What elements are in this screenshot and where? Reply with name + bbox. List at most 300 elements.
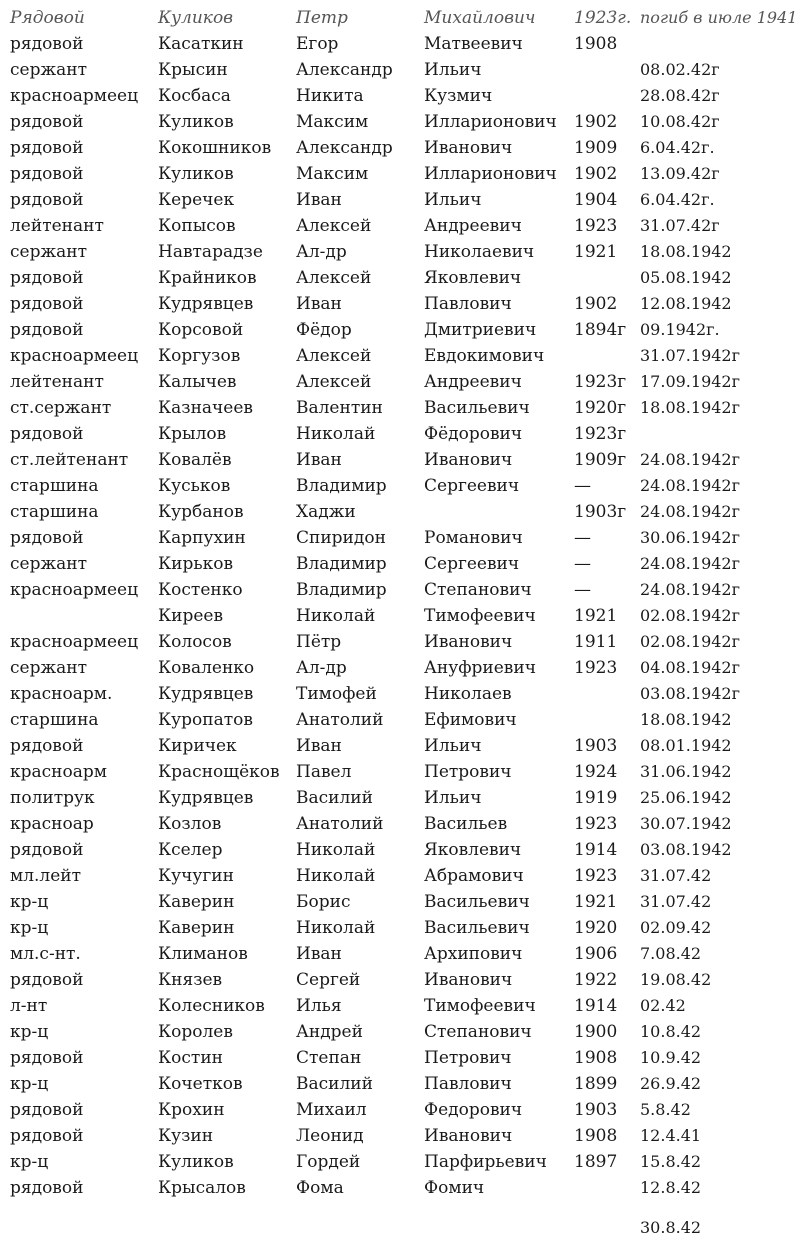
- entry-date: 10.9.42: [640, 1048, 702, 1067]
- entry-rank: рядовой: [10, 34, 84, 54]
- list-entry: [0, 240, 776, 264]
- entry-last-name: Каверин: [158, 918, 235, 938]
- list-entry: [0, 994, 776, 1018]
- entry-last-name: Киреев: [158, 606, 224, 626]
- entry-patronymic: Ильич: [424, 60, 482, 80]
- entry-date: 08.01.1942: [640, 736, 732, 755]
- list-entry: [0, 1046, 776, 1070]
- entry-date: 17.09.1942г: [640, 372, 740, 391]
- entry-birth-year: 1920г: [574, 398, 627, 418]
- entry-first-name: Анатолий: [296, 710, 384, 730]
- entry-first-name: Александр: [296, 60, 393, 80]
- entry-rank: лейтенант: [10, 216, 104, 236]
- entry-patronymic: Андреевич: [424, 372, 522, 392]
- entry-birth-year: 1914: [574, 840, 618, 860]
- entry-patronymic: Иванович: [424, 970, 513, 990]
- entry-date: 25.06.1942: [640, 788, 732, 807]
- entry-rank: рядовой: [10, 424, 84, 444]
- entry-patronymic: Парфирьевич: [424, 1152, 547, 1172]
- entry-last-name: Курбанов: [158, 502, 244, 522]
- entry-birth-year: 1908: [574, 1126, 618, 1146]
- entry-date: 03.08.1942: [640, 840, 732, 859]
- entry-patronymic: Ильич: [424, 736, 482, 756]
- entry-rank: рядовой: [10, 294, 84, 314]
- entry-date: 31.07.42: [640, 892, 712, 911]
- entry-last-name: Киричек: [158, 736, 237, 756]
- entry-date: 31.06.1942: [640, 762, 732, 781]
- entry-patronymic: Михайлович: [424, 8, 536, 28]
- list-entry: [0, 370, 776, 394]
- list-entry: [0, 968, 776, 992]
- entry-patronymic: Павлович: [424, 294, 512, 314]
- entry-first-name: Ал-др: [296, 242, 347, 262]
- entry-first-name: Алексей: [296, 268, 372, 288]
- list-entry: [0, 604, 776, 628]
- entry-patronymic: Петрович: [424, 762, 512, 782]
- entry-patronymic: Тимофеевич: [424, 606, 536, 626]
- entry-last-name: Калычев: [158, 372, 237, 392]
- entry-first-name: Хаджи: [296, 502, 356, 522]
- entry-first-name: Николай: [296, 918, 376, 938]
- entry-patronymic: Фёдорович: [424, 424, 523, 444]
- entry-patronymic: Иванович: [424, 632, 513, 652]
- entry-rank: л-нт: [10, 996, 48, 1016]
- list-entry: [0, 344, 776, 368]
- entry-patronymic: Евдокимович: [424, 346, 545, 366]
- entry-last-name: Климанов: [158, 944, 248, 964]
- entry-patronymic: Абрамович: [424, 866, 524, 886]
- entry-patronymic: Степанович: [424, 580, 532, 600]
- entry-birth-year: —: [574, 580, 591, 600]
- entry-last-name: Колесников: [158, 996, 265, 1016]
- entry-date: 30.07.1942: [640, 814, 732, 833]
- entry-first-name: Леонид: [296, 1126, 364, 1146]
- entry-patronymic: Тимофеевич: [424, 996, 536, 1016]
- entry-last-name: Козлов: [158, 814, 222, 834]
- entry-birth-year: 1921: [574, 606, 618, 626]
- list-entry: [0, 136, 776, 160]
- list-entry: [0, 578, 776, 602]
- entry-date: 12.8.42: [640, 1178, 702, 1197]
- entry-date: 30.06.1942г: [640, 528, 740, 547]
- entry-date: погиб в июле 1941: [640, 8, 797, 27]
- list-entry: [0, 162, 776, 186]
- entry-birth-year: 1900: [574, 1022, 618, 1042]
- entry-last-name: Коргузов: [158, 346, 241, 366]
- entry-last-name: Карпухин: [158, 528, 246, 548]
- entry-first-name: Михаил: [296, 1100, 367, 1120]
- list-entry: [0, 1124, 776, 1148]
- entry-last-name: Кучугин: [158, 866, 234, 886]
- entry-birth-year: 1923: [574, 216, 618, 236]
- entry-rank: кр-ц: [10, 1152, 49, 1172]
- entry-rank: красноармеец: [10, 580, 139, 600]
- entry-patronymic: Иванович: [424, 138, 513, 158]
- entry-last-name: Каверин: [158, 892, 235, 912]
- entry-birth-year: 1920: [574, 918, 618, 938]
- entry-patronymic: Васильевич: [424, 918, 530, 938]
- entry-first-name: Николай: [296, 866, 376, 886]
- list-entry: [0, 656, 776, 680]
- entry-rank: кр-ц: [10, 1022, 49, 1042]
- entry-date: 05.08.1942: [640, 268, 732, 287]
- entry-birth-year: 1909г: [574, 450, 627, 470]
- entry-patronymic: Илларионович: [424, 112, 557, 132]
- entry-first-name: Пётр: [296, 632, 342, 652]
- entry-first-name: Гордей: [296, 1152, 361, 1172]
- list-entry: [0, 1072, 776, 1096]
- entry-date: 24.08.1942г: [640, 476, 740, 495]
- list-entry: [0, 188, 776, 212]
- entry-rank: рядовой: [10, 268, 84, 288]
- entry-birth-year: 1911: [574, 632, 618, 652]
- list-entry: [0, 552, 776, 576]
- entry-patronymic: Васильевич: [424, 398, 530, 418]
- entry-patronymic: Иванович: [424, 1126, 513, 1146]
- list-entry: [0, 942, 776, 966]
- entry-birth-year: 1923: [574, 814, 618, 834]
- entry-date: 09.1942г.: [640, 320, 720, 339]
- entry-patronymic: Кузмич: [424, 86, 493, 106]
- entry-rank: сержант: [10, 242, 87, 262]
- entry-birth-year: 1908: [574, 1048, 618, 1068]
- entry-date: 04.08.1942г: [640, 658, 740, 677]
- entry-first-name: Алексей: [296, 346, 372, 366]
- entry-birth-year: 1903: [574, 736, 618, 756]
- entry-last-name: Костенко: [158, 580, 243, 600]
- entry-last-name: Касаткин: [158, 34, 244, 54]
- entry-patronymic: Ануфриевич: [424, 658, 536, 678]
- entry-patronymic: Яковлевич: [424, 840, 522, 860]
- entry-date: 12.08.1942: [640, 294, 732, 313]
- entry-first-name: Алексей: [296, 372, 372, 392]
- entry-date: 24.08.1942г: [640, 502, 740, 521]
- list-entry: [0, 266, 776, 290]
- entry-last-name: Копысов: [158, 216, 236, 236]
- entry-last-name: Кудрявцев: [158, 294, 254, 314]
- entry-last-name: Кирьков: [158, 554, 234, 574]
- entry-rank: рядовой: [10, 1126, 84, 1146]
- entry-rank: кр-ц: [10, 1074, 49, 1094]
- entry-date: 24.08.1942г: [640, 580, 740, 599]
- entry-first-name: Валентин: [296, 398, 383, 418]
- entry-birth-year: 1904: [574, 190, 618, 210]
- entry-first-name: Анатолий: [296, 814, 384, 834]
- entry-rank: рядовой: [10, 736, 84, 756]
- entry-date: 24.08.1942г: [640, 554, 740, 573]
- entry-last-name: Краснощёков: [158, 762, 280, 782]
- entry-last-name: Кудрявцев: [158, 788, 254, 808]
- entry-first-name: Владимир: [296, 580, 387, 600]
- list-entry: [0, 838, 776, 862]
- entry-date: 02.08.1942г: [640, 606, 740, 625]
- entry-date: 03.08.1942г: [640, 684, 740, 703]
- entry-patronymic: Николаев: [424, 684, 512, 704]
- list-entry: [0, 734, 776, 758]
- entry-patronymic: Ильич: [424, 788, 482, 808]
- entry-date: 6.04.42г.: [640, 190, 715, 209]
- entry-date: 24.08.1942г: [640, 450, 740, 469]
- entry-rank: сержант: [10, 554, 87, 574]
- list-entry: [0, 1150, 776, 1174]
- entry-first-name: Илья: [296, 996, 342, 1016]
- entry-rank: кр-ц: [10, 892, 49, 912]
- entry-last-name: Куликов: [158, 8, 234, 28]
- entry-last-name: Казначеев: [158, 398, 253, 418]
- entry-rank: рядовой: [10, 138, 84, 158]
- entry-last-name: Королев: [158, 1022, 233, 1042]
- entry-first-name: Петр: [296, 8, 348, 28]
- entry-rank: мл.с-нт.: [10, 944, 81, 964]
- entry-patronymic: Илларионович: [424, 164, 557, 184]
- entry-first-name: Сергей: [296, 970, 361, 990]
- entry-birth-year: 1922: [574, 970, 618, 990]
- entry-patronymic: Андреевич: [424, 216, 522, 236]
- entry-last-name: Крохин: [158, 1100, 225, 1120]
- entry-birth-year: —: [574, 554, 591, 574]
- entry-patronymic: Дмитриевич: [424, 320, 537, 340]
- entry-first-name: Максим: [296, 164, 369, 184]
- entry-last-name: Куликов: [158, 1152, 234, 1172]
- entry-date: 18.08.1942: [640, 242, 732, 261]
- list-entry: [0, 526, 776, 550]
- entry-patronymic: Николаевич: [424, 242, 535, 262]
- entry-date: 5.8.42: [640, 1100, 691, 1119]
- entry-rank: красноармеец: [10, 346, 139, 366]
- entry-rank: рядовой: [10, 164, 84, 184]
- entry-last-name: Куськов: [158, 476, 231, 496]
- list-entry: [0, 6, 797, 30]
- entry-birth-year: 1921: [574, 242, 618, 262]
- entry-date: 19.08.42: [640, 970, 712, 989]
- entry-rank: рядовой: [10, 320, 84, 340]
- entry-patronymic: Матвеевич: [424, 34, 523, 54]
- entry-rank: ст.сержант: [10, 398, 112, 418]
- entry-first-name: Владимир: [296, 476, 387, 496]
- entry-first-name: Ал-др: [296, 658, 347, 678]
- entry-rank: кр-ц: [10, 918, 49, 938]
- list-entry: [0, 448, 776, 472]
- entry-first-name: Фёдор: [296, 320, 352, 340]
- entry-date: 15.8.42: [640, 1152, 702, 1171]
- entry-first-name: Василий: [296, 788, 373, 808]
- entry-first-name: Александр: [296, 138, 393, 158]
- entry-birth-year: 1923: [574, 866, 618, 886]
- list-entry: [0, 110, 776, 134]
- list-entry: [0, 630, 776, 654]
- final-date-row: [0, 1216, 776, 1240]
- entry-birth-year: 1894г: [574, 320, 627, 340]
- entry-last-name: Ковалёв: [158, 450, 232, 470]
- entry-rank: рядовой: [10, 528, 84, 548]
- entry-last-name: Куликов: [158, 112, 234, 132]
- entry-rank: рядовой: [10, 1048, 84, 1068]
- entry-date: 08.02.42г: [640, 60, 720, 79]
- entry-rank: политрук: [10, 788, 95, 808]
- entry-birth-year: 1923г: [574, 372, 627, 392]
- entry-rank: рядовой: [10, 970, 84, 990]
- list-entry: [0, 500, 776, 524]
- entry-last-name: Куликов: [158, 164, 234, 184]
- entry-birth-year: 1902: [574, 294, 618, 314]
- entry-date: 02.09.42: [640, 918, 712, 937]
- entry-first-name: Николай: [296, 606, 376, 626]
- entry-rank: старшина: [10, 476, 99, 496]
- entry-last-name: Костин: [158, 1048, 223, 1068]
- list-entry: [0, 1020, 776, 1044]
- entry-first-name: Иван: [296, 450, 342, 470]
- entry-birth-year: 1919: [574, 788, 618, 808]
- list-entry: [0, 1098, 776, 1122]
- entry-first-name: Спиридон: [296, 528, 386, 548]
- entry-patronymic: Васильевич: [424, 892, 530, 912]
- entry-patronymic: Сергеевич: [424, 476, 520, 496]
- entry-rank: красноарм: [10, 762, 107, 782]
- entry-rank: рядовой: [10, 1100, 84, 1120]
- entry-rank: красноармеец: [10, 86, 139, 106]
- entry-patronymic: Иванович: [424, 450, 513, 470]
- entry-first-name: Тимофей: [296, 684, 377, 704]
- entry-last-name: Керечек: [158, 190, 235, 210]
- entry-date: 31.07.42г: [640, 216, 720, 235]
- list-entry: [0, 84, 776, 108]
- list-entry: [0, 1176, 776, 1200]
- entry-rank: рядовой: [10, 840, 84, 860]
- entry-date: 02.42: [640, 996, 686, 1015]
- list-entry: [0, 318, 776, 342]
- entry-patronymic: Романович: [424, 528, 523, 548]
- entry-birth-year: 1902: [574, 164, 618, 184]
- entry-rank: сержант: [10, 658, 87, 678]
- list-entry: [0, 214, 776, 238]
- list-entry: [0, 708, 776, 732]
- entry-last-name: Коваленко: [158, 658, 255, 678]
- entry-patronymic: Архипович: [424, 944, 523, 964]
- entry-birth-year: 1899: [574, 1074, 618, 1094]
- entry-birth-year: 1924: [574, 762, 618, 782]
- entry-date: 31.07.1942г: [640, 346, 740, 365]
- entry-first-name: Павел: [296, 762, 352, 782]
- entry-first-name: Николай: [296, 424, 376, 444]
- list-entry: [0, 58, 776, 82]
- entry-first-name: Борис: [296, 892, 351, 912]
- entry-rank: рядовой: [10, 1178, 84, 1198]
- entry-first-name: Андрей: [296, 1022, 363, 1042]
- entry-birth-year: 1903г: [574, 502, 627, 522]
- entry-birth-year: 1914: [574, 996, 618, 1016]
- entry-date: 10.08.42г: [640, 112, 720, 131]
- entry-patronymic: Яковлевич: [424, 268, 522, 288]
- entry-first-name: Иван: [296, 190, 342, 210]
- list-entry: [0, 422, 776, 446]
- entry-date: 12.4.41: [640, 1126, 702, 1145]
- entry-date: 02.08.1942г: [640, 632, 740, 651]
- list-entry: [0, 916, 776, 940]
- entry-first-name: Фома: [296, 1178, 344, 1198]
- entry-last-name: Косбаса: [158, 86, 231, 106]
- entry-first-name: Егор: [296, 34, 339, 54]
- entry-birth-year: 1923: [574, 658, 618, 678]
- entry-last-name: Корсовой: [158, 320, 244, 340]
- entry-patronymic: Ефимович: [424, 710, 517, 730]
- entry-first-name: Алексей: [296, 216, 372, 236]
- entry-rank: старшина: [10, 502, 99, 522]
- entry-last-name: Куропатов: [158, 710, 253, 730]
- entry-first-name: Иван: [296, 944, 342, 964]
- entry-rank: красноарм.: [10, 684, 113, 704]
- entry-last-name: Кселер: [158, 840, 223, 860]
- entry-birth-year: 1921: [574, 892, 618, 912]
- entry-rank: сержант: [10, 60, 87, 80]
- entry-date: 6.04.42г.: [640, 138, 715, 157]
- list-entry: [0, 760, 776, 784]
- entry-patronymic: Сергеевич: [424, 554, 520, 574]
- entry-rank: ст.лейтенант: [10, 450, 129, 470]
- entry-last-name: Кудрявцев: [158, 684, 254, 704]
- entry-rank: красноармеец: [10, 632, 139, 652]
- entry-patronymic: Степанович: [424, 1022, 532, 1042]
- entry-date: 30.8.42: [640, 1218, 702, 1237]
- entry-date: 7.08.42: [640, 944, 702, 963]
- list-entry: [0, 292, 776, 316]
- entry-birth-year: 1903: [574, 1100, 618, 1120]
- entry-patronymic: Петрович: [424, 1048, 512, 1068]
- entry-first-name: Степан: [296, 1048, 362, 1068]
- entry-birth-year: 1897: [574, 1152, 618, 1172]
- entry-rank: красноар: [10, 814, 94, 834]
- list-entry: [0, 890, 776, 914]
- list-entry: [0, 396, 776, 420]
- entry-last-name: Колосов: [158, 632, 232, 652]
- entry-first-name: Василий: [296, 1074, 373, 1094]
- entry-birth-year: 1923г.: [574, 8, 632, 28]
- list-entry: [0, 786, 776, 810]
- entry-first-name: Владимир: [296, 554, 387, 574]
- entry-rank: рядовой: [10, 190, 84, 210]
- entry-last-name: Крайников: [158, 268, 257, 288]
- entry-date: 18.08.1942: [640, 710, 732, 729]
- entry-first-name: Николай: [296, 840, 376, 860]
- entry-last-name: Крылов: [158, 424, 227, 444]
- entry-date: 18.08.1942г: [640, 398, 740, 417]
- entry-birth-year: —: [574, 528, 591, 548]
- entry-patronymic: Ильич: [424, 190, 482, 210]
- entry-birth-year: 1908: [574, 34, 618, 54]
- entry-patronymic: Павлович: [424, 1074, 512, 1094]
- entry-date: 26.9.42: [640, 1074, 702, 1093]
- entry-rank: мл.лейт: [10, 866, 82, 886]
- list-entry: [0, 32, 776, 56]
- entry-birth-year: 1923г: [574, 424, 627, 444]
- list-entry: [0, 812, 776, 836]
- entry-first-name: Максим: [296, 112, 369, 132]
- entry-patronymic: Фомич: [424, 1178, 485, 1198]
- entry-first-name: Иван: [296, 736, 342, 756]
- entry-last-name: Крысалов: [158, 1178, 246, 1198]
- entry-patronymic: Федорович: [424, 1100, 523, 1120]
- entry-first-name: Никита: [296, 86, 364, 106]
- entry-last-name: Кочетков: [158, 1074, 243, 1094]
- entry-birth-year: 1909: [574, 138, 618, 158]
- entry-last-name: Крысин: [158, 60, 228, 80]
- entry-date: 31.07.42: [640, 866, 712, 885]
- entry-first-name: Иван: [296, 294, 342, 314]
- entry-birth-year: 1906: [574, 944, 618, 964]
- entry-rank: лейтенант: [10, 372, 104, 392]
- list-entry: [0, 864, 776, 888]
- list-entry: [0, 682, 776, 706]
- entry-rank: рядовой: [10, 112, 84, 132]
